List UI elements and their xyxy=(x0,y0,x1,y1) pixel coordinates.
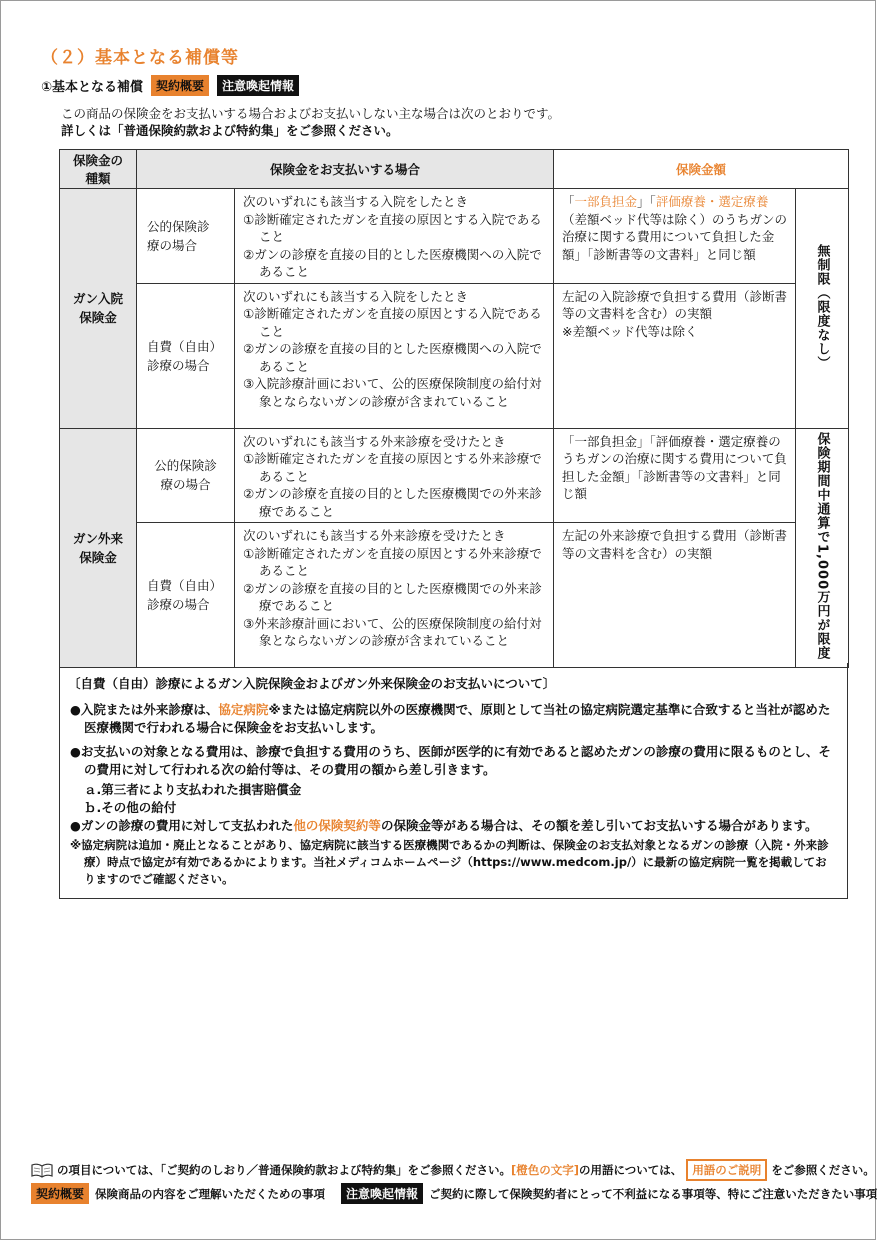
footer-alert-tag: 注意喚起情報 xyxy=(341,1183,423,1204)
caution-info-tag: 注意喚起情報 xyxy=(217,75,299,96)
contract-summary-tag: 契約概要 xyxy=(151,75,209,96)
note-bullet-1: ●入院または外来診療は、協定病院※または協定病院以外の医療機関で、原則として当社の協定病院選定基準に合致すると当社が認めた医療機関で行われる場合に保険金をお支払いします。 xyxy=(70,702,831,735)
coverage-table xyxy=(59,149,849,668)
outpatient-public-case: 公的保険診療の場合 xyxy=(137,428,235,523)
inpatient-public-amount: 「一部負担金」「評価療養・選定療養（差額ベッド代等は除く）のうちガンの治療に関する費用について負担した金額」「診断書等の文書料」と同じ額 xyxy=(554,189,796,284)
term-evaluation-care: 評価療養・選定療養 xyxy=(655,194,769,209)
book-icon xyxy=(31,1162,53,1178)
header-amount: 保険金額 xyxy=(554,150,849,189)
outpatient-public-amount: 「一部負担金」「評価療養・選定療養のうちガンの治療に関する費用について負担した金額」「診断書等の文書料」と同じ額 xyxy=(554,428,796,523)
section-title: （２）基本となる補償等 xyxy=(41,48,239,68)
inpatient-self-conditions: 次のいずれにも該当する入院をしたとき ①診断確定されたガンを直接の原因とする入院であること ②ガンの診療を直接の目的とした医療機関への入院であること ③入院診療計画において、公的医療保険制度の給付対象とならないガンの診療が含まれていること xyxy=(235,283,554,428)
inpatient-type-cell: ガン入院保険金 xyxy=(60,189,137,429)
inpatient-self-case: 自費（自由）診療の場合 xyxy=(137,283,235,428)
table-row xyxy=(60,283,849,428)
outpatient-self-amount: 左記の外来診療で負担する費用（診断書等の文書料を含む）の実額 xyxy=(554,523,796,668)
table-row xyxy=(60,189,849,284)
table-row xyxy=(60,523,849,668)
inpatient-public-case: 公的保険診療の場合 xyxy=(137,189,235,284)
intro-line-2: 詳しくは「普通保険約款および特約集」をご参照ください。 xyxy=(61,123,399,138)
payment-notes xyxy=(59,663,848,899)
intro-line-1: この商品の保険金をお支払いする場合およびお支払いしない主な場合は次のとおりです。 xyxy=(61,106,561,121)
term-other-contracts: 他の保険契約等 xyxy=(293,818,381,833)
note-bullet-3: ●ガンの診療の費用に対して支払われた他の保険契約等の保険金等がある場合は、その額を差し引いてお支払いする場合があります。 xyxy=(70,818,818,833)
note-bullet-2a: ａ.第三者により支払われた損害賠償金 xyxy=(84,782,302,797)
header-case: 保険金をお支払いする場合 xyxy=(137,150,554,189)
outpatient-type-cell: ガン外来保険金 xyxy=(60,428,137,668)
subheader-label: ①基本となる補償 xyxy=(41,80,144,95)
footer-reference-line: の項目については、「ご契約のしおり／普通保険約款および特約集」をご参照ください。 [橙色の文字] の用語については、 用語のご説明 をご参照ください。 xyxy=(31,1159,875,1181)
footer-alert-desc: ご契約に際して保険契約者にとって不利益になる事項等、特にご注意いただきたい事項 xyxy=(429,1186,878,1201)
orange-text-label: [橙色の文字] xyxy=(511,1163,580,1177)
glossary-tag: 用語のご説明 xyxy=(686,1159,767,1181)
footer-contract-desc: 保険商品の内容をご理解いただくための事項 xyxy=(95,1186,326,1201)
outpatient-limit: 保険期間中通算で1,000万円が限度 xyxy=(796,428,849,668)
term-copayment: 一部負担金 xyxy=(574,194,638,209)
inpatient-limit: 無制限（限度なし） xyxy=(796,189,849,429)
inpatient-self-amount: 左記の入院診療で負担する費用（診断書等の文書料を含む）の実額 ※差額ベッド代等は除く xyxy=(554,283,796,428)
outpatient-self-conditions: 次のいずれにも該当する外来診療を受けたとき ①診断確定されたガンを直接の原因とする外来診療であること ②ガンの診療を直接の目的とした医療機関での外来診療であること ③外来診療計画において、公的医療保険制度の給付対象とならないガンの診療が含まれていること xyxy=(235,523,554,668)
subheader xyxy=(41,75,299,96)
footer-legend xyxy=(31,1183,877,1204)
note-bullet-2b: ｂ.その他の給付 xyxy=(84,800,177,815)
inpatient-public-conditions: 次のいずれにも該当する入院をしたとき ①診断確定されたガンを直接の原因とする入院であること ②ガンの診療を直接の目的とした医療機関への入院であること xyxy=(235,189,554,284)
table-row xyxy=(60,428,849,523)
header-type: 保険金の種類 xyxy=(60,150,137,189)
note-footnote: ※協定病院は追加・廃止となることがあり、協定病院に該当する医療機関であるかの判断は、保険金のお支払対象となるガンの診療（入院・外来診療）時点で協定が有効であるかによります。当社メディコムホームページ（https://www.medcom.jp/）に最新の協定病院一覧を掲載しておりますのでご確認ください。 xyxy=(70,838,829,886)
outpatient-self-case: 自費（自由）診療の場合 xyxy=(137,523,235,668)
outpatient-public-conditions: 次のいずれにも該当する外来診療を受けたとき ①診断確定されたガンを直接の原因とする外来診療であること ②ガンの診療を直接の目的とした医療機関での外来診療であること xyxy=(235,428,554,523)
note-bullet-2: ●お支払いの対象となる費用は、診療で負担する費用のうち、医師が医学的に有効であると認めたガンの診療の費用に限るものとし、その費用に対して行われる次の給付等は、その費用の額から差し引きます。 xyxy=(70,744,831,777)
notes-heading: 〔自費（自由）診療によるガン入院保険金およびガン外来保険金のお支払いについて〕 xyxy=(68,676,556,691)
table-header-row xyxy=(60,150,849,189)
intro-text xyxy=(61,105,560,139)
footer-contract-tag: 契約概要 xyxy=(31,1183,89,1204)
term-partner-hospital: 協定病院 xyxy=(218,702,269,717)
